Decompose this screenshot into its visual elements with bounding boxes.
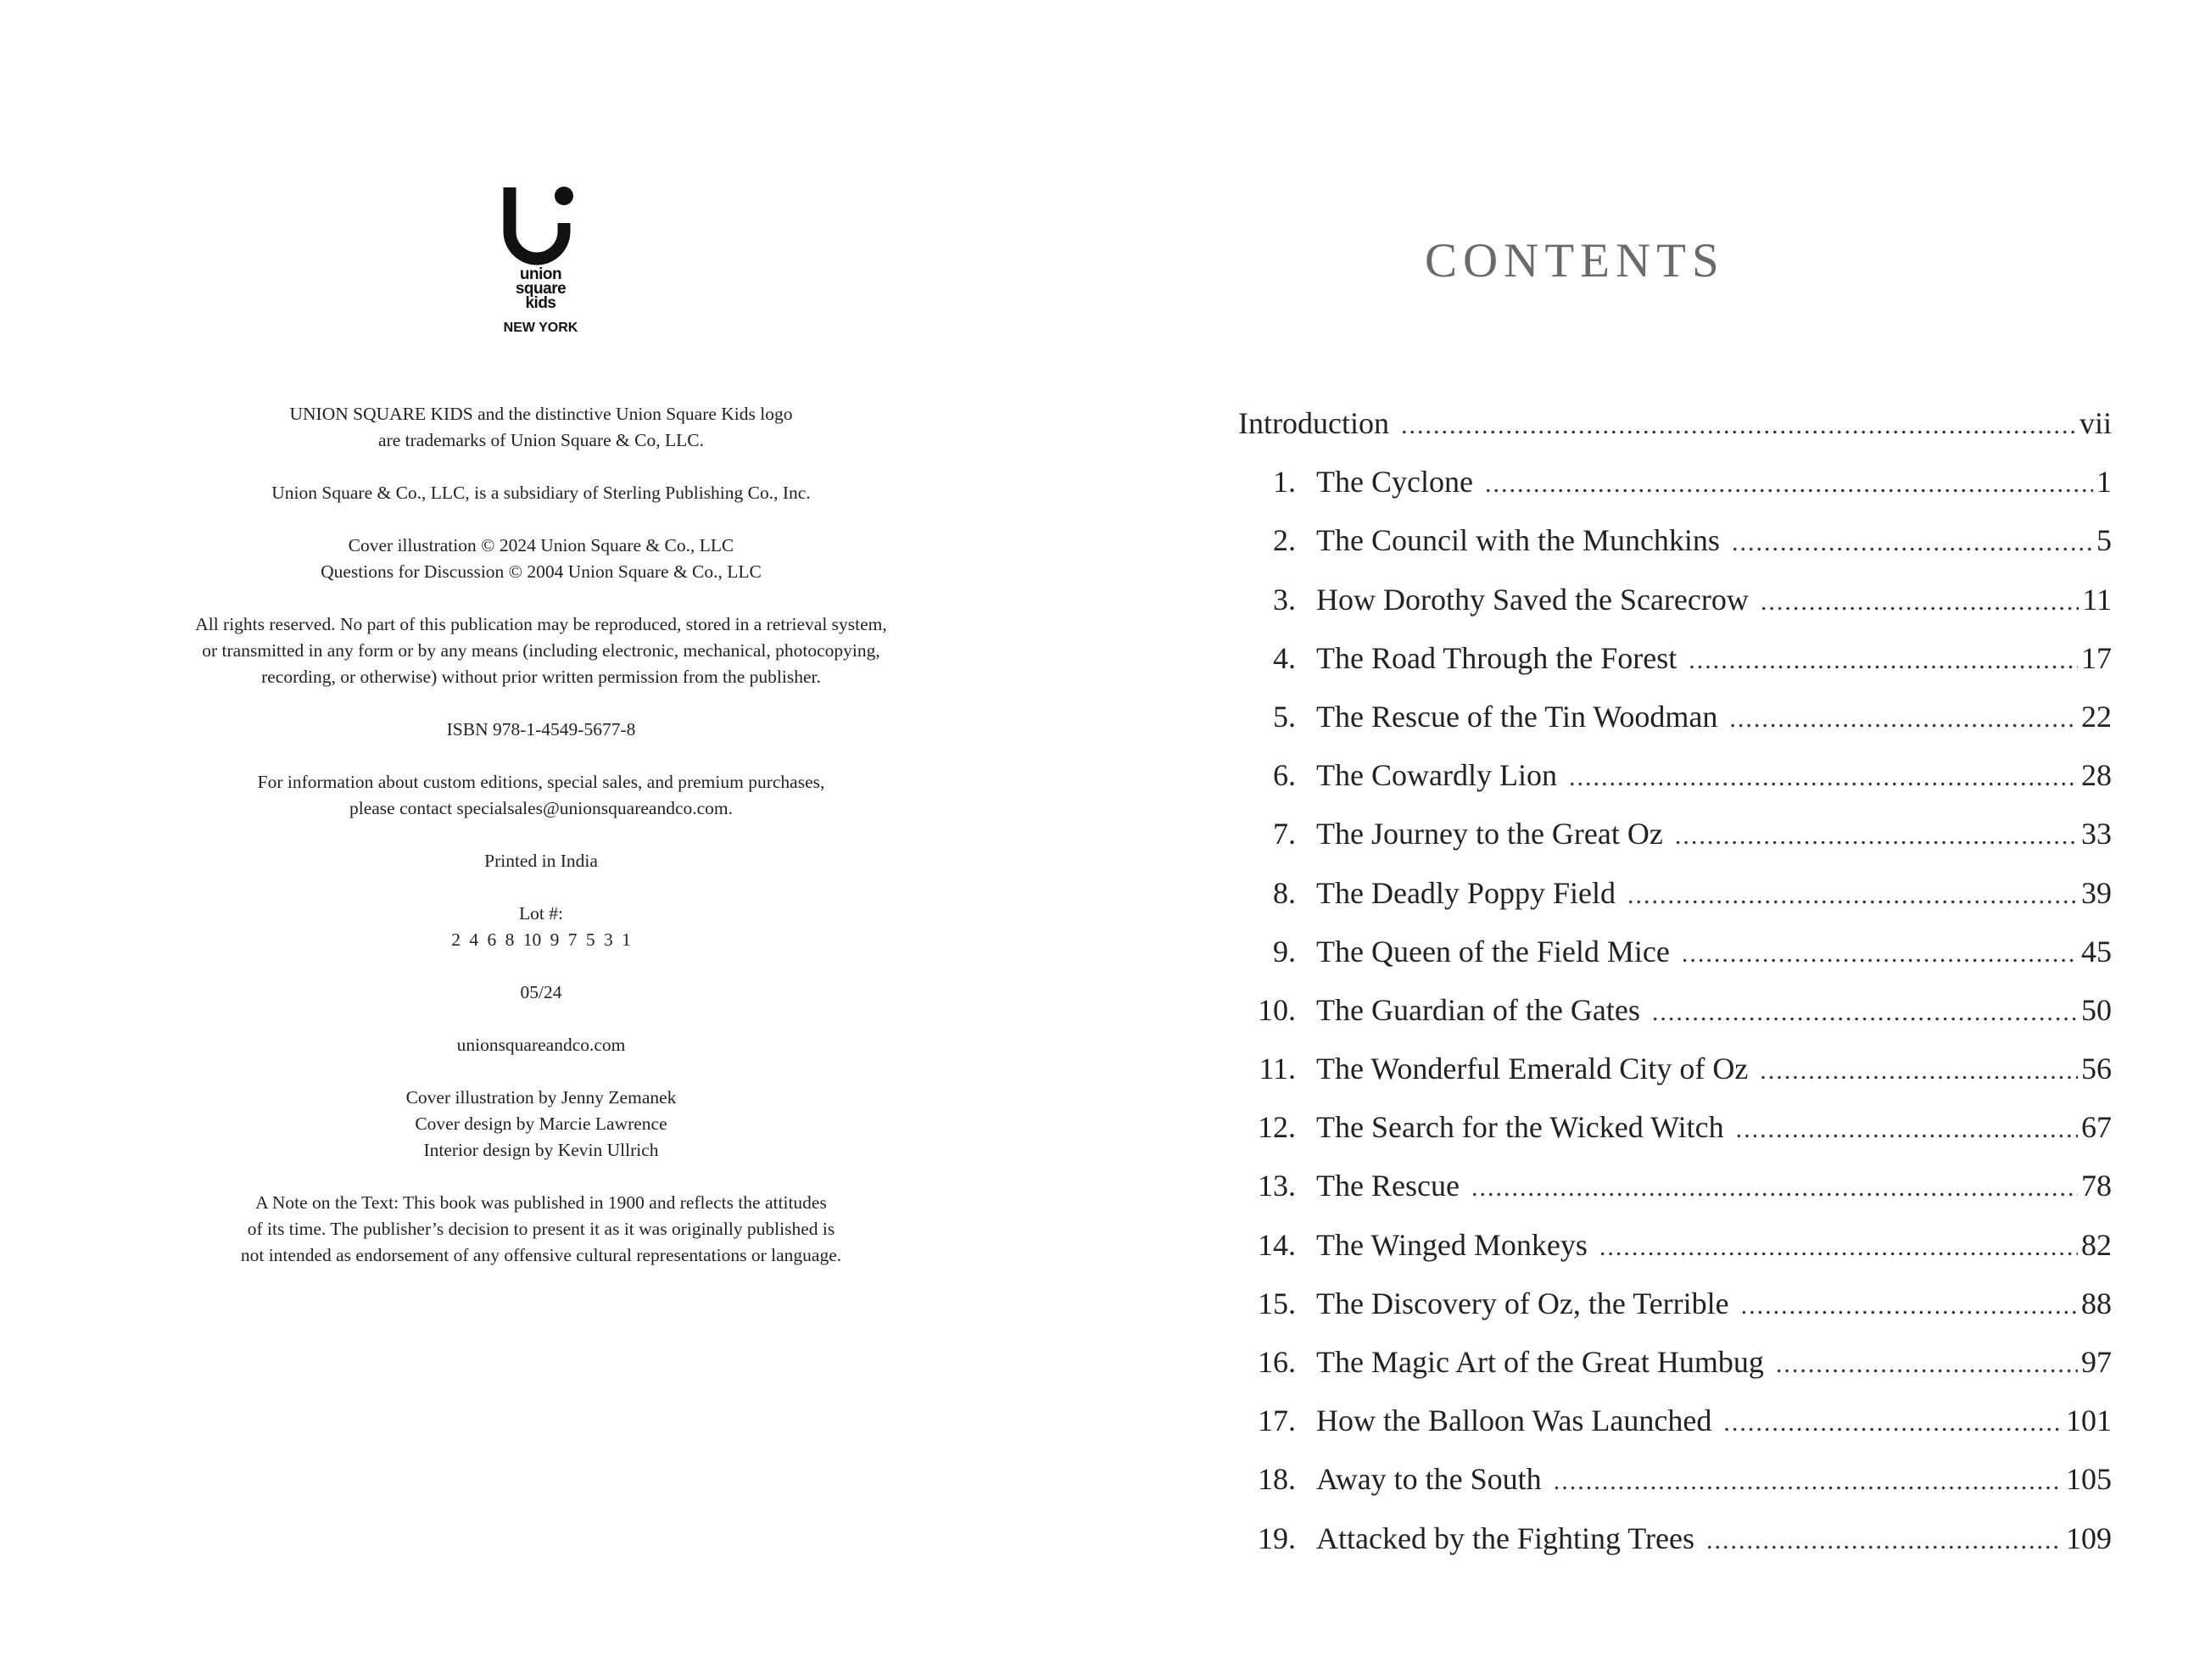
toc-dot-leader — [1599, 1233, 2078, 1262]
toc-dot-leader — [1761, 588, 2079, 617]
toc-entry-title: The Discovery of Oz, the Terrible — [1316, 1286, 1729, 1320]
toc-entry-number: 12. — [1258, 1110, 1296, 1145]
copyright-line: All rights reserved. No part of this publication may be reproduced, stored in a retrieval system, — [195, 614, 887, 634]
toc-entry — [1238, 405, 2112, 464]
toc-entry — [1238, 757, 2112, 816]
logo-word: union — [519, 265, 562, 283]
copyright-line: UNION SQUARE KIDS and the distinctive Union Square Kids logo — [289, 404, 793, 424]
toc-entry-number: 18. — [1258, 1462, 1296, 1497]
toc-entry-number: 6. — [1273, 758, 1296, 793]
toc-entry-title: How Dorothy Saved the Scarecrow — [1316, 582, 1749, 617]
toc-entry-number: 9. — [1273, 934, 1296, 968]
union-square-kids-u-logo-icon — [503, 182, 579, 267]
toc-dot-leader — [1760, 1057, 2078, 1086]
toc-dot-leader — [1689, 646, 2078, 675]
toc-entry — [1238, 522, 2112, 581]
copyright-line: For information about custom editions, special sales, and premium purchases, — [257, 772, 825, 792]
copyright-line: Cover design by Marcie Lawrence — [415, 1113, 667, 1134]
toc-entry-page: 11 — [2082, 582, 2112, 617]
toc-entry-title: The Rescue of the Tin Woodman — [1316, 699, 1718, 734]
toc-entry-page: 97 — [2081, 1345, 2112, 1379]
copyright-line: recording, or otherwise) without prior written permission from the publisher. — [261, 667, 821, 687]
copyright-line: Interior design by Kevin Ullrich — [423, 1140, 659, 1160]
copyright-paragraph — [119, 980, 963, 1006]
copyright-line: Cover illustration © 2024 Union Square & Co., LLC — [348, 535, 734, 555]
toc-entry — [1238, 1051, 2112, 1109]
toc-entry — [1238, 464, 2112, 522]
toc-entry-number: 11. — [1259, 1052, 1296, 1086]
toc-entry-title: Attacked by the Fighting Trees — [1316, 1521, 1694, 1555]
toc-dot-leader — [1736, 1115, 2078, 1144]
toc-entry-title: Introduction — [1238, 406, 1389, 440]
toc-entry-page: 67 — [2081, 1110, 2112, 1145]
toc-entry-page: 50 — [2081, 992, 2112, 1027]
toc-entry-number: 17. — [1258, 1404, 1296, 1438]
toc-entry-number: 1. — [1273, 465, 1296, 500]
copyright-line: A Note on the Text: This book was published in 1900 and reflects the attitudes — [255, 1192, 827, 1213]
toc-entry — [1238, 875, 2112, 934]
toc-entry-page: vii — [2079, 406, 2112, 440]
toc-entry-number: 2. — [1273, 523, 1296, 558]
toc-entry-title: The Wonderful Emerald City of Oz — [1316, 1052, 1749, 1086]
toc-entry-title: The Guardian of the Gates — [1316, 992, 1640, 1027]
toc-entry-page: 33 — [2081, 817, 2112, 851]
publisher-logo — [458, 182, 623, 336]
copyright-line: are trademarks of Union Square & Co, LLC. — [378, 430, 704, 450]
toc-entry-title: The Cowardly Lion — [1316, 758, 1557, 793]
toc-entry-page: 5 — [2096, 523, 2112, 558]
toc-entry — [1238, 816, 2112, 874]
toc-entry-page: 17 — [2081, 640, 2112, 675]
toc-entry-number: 4. — [1273, 640, 1296, 675]
toc-entry — [1238, 582, 2112, 640]
toc-entry-page: 78 — [2081, 1169, 2112, 1203]
toc-entry — [1238, 1461, 2112, 1520]
toc-entry-title: The Journey to the Great Oz — [1316, 817, 1663, 851]
copyright-paragraph — [119, 533, 963, 585]
toc-dot-leader — [1682, 940, 2078, 968]
toc-dot-leader — [1723, 1409, 2063, 1437]
copyright-paragraph — [119, 480, 963, 506]
copyright-page — [0, 0, 1102, 1680]
copyright-text-block — [119, 401, 963, 1295]
logo-city: NEW YORK — [503, 321, 578, 335]
toc-entry-number: 19. — [1258, 1521, 1296, 1555]
toc-entry-title: The Queen of the Field Mice — [1316, 934, 1670, 968]
toc-dot-leader — [1485, 470, 2093, 499]
copyright-line: Union Square & Co., LLC, is a subsidiary of Sterling Publishing Co., Inc. — [271, 483, 811, 503]
toc-entry-number: 3. — [1273, 582, 1296, 617]
toc-entry-number: 8. — [1273, 875, 1296, 910]
toc-dot-leader — [1729, 705, 2078, 734]
toc-dot-leader — [1741, 1292, 2078, 1320]
copyright-line: Cover illustration by Jenny Zemanek — [405, 1087, 677, 1108]
toc-entry — [1238, 934, 2112, 992]
toc-dot-leader — [1706, 1527, 2063, 1555]
contents-page — [1102, 0, 2205, 1680]
toc-entry-page: 82 — [2081, 1227, 2112, 1262]
toc-entry — [1238, 1168, 2112, 1226]
toc-entry-title: The Winged Monkeys — [1316, 1227, 1588, 1262]
toc-entry-number: 15. — [1258, 1286, 1296, 1320]
toc-entry-title: The Deadly Poppy Field — [1316, 875, 1616, 910]
toc-entry — [1238, 1286, 2112, 1344]
toc-entry-title: The Magic Art of the Great Humbug — [1316, 1345, 1764, 1379]
toc-entry-page: 28 — [2081, 758, 2112, 793]
toc-entry — [1238, 1227, 2112, 1286]
table-of-contents — [1238, 405, 2112, 1579]
copyright-line: please contact specialsales@unionsquareandco.com. — [349, 798, 733, 818]
copyright-paragraph — [119, 901, 963, 953]
toc-entry-number: 5. — [1273, 699, 1296, 734]
toc-entry-title: The Council with the Munchkins — [1316, 523, 1720, 558]
toc-entry-number: 10. — [1258, 992, 1296, 1027]
toc-entry-number: 7. — [1273, 817, 1296, 851]
toc-entry-page: 105 — [2066, 1462, 2112, 1497]
toc-entry-title: The Search for the Wicked Witch — [1316, 1110, 1724, 1145]
copyright-paragraph — [119, 717, 963, 743]
toc-entry-page: 101 — [2066, 1404, 2112, 1438]
toc-entry-number: 16. — [1258, 1345, 1296, 1379]
toc-entry-title: The Road Through the Forest — [1316, 640, 1677, 675]
toc-entry-page: 39 — [2081, 875, 2112, 910]
toc-entry-page: 45 — [2081, 934, 2112, 968]
logo-word: kids — [525, 294, 556, 312]
copyright-paragraph — [119, 848, 963, 874]
copyright-line: Printed in India — [484, 851, 598, 871]
toc-entry — [1238, 640, 2112, 699]
copyright-paragraph — [119, 611, 963, 690]
toc-entry — [1238, 1521, 2112, 1579]
toc-entry-number: 14. — [1258, 1227, 1296, 1262]
toc-entry — [1238, 699, 2112, 757]
toc-entry-title: Away to the South — [1316, 1462, 1542, 1497]
toc-entry-title: How the Balloon Was Launched — [1316, 1404, 1712, 1438]
toc-dot-leader — [1627, 881, 2078, 910]
toc-entry — [1238, 992, 2112, 1051]
copyright-paragraph — [119, 1190, 963, 1269]
copyright-line: 2 4 6 8 10 9 7 5 3 1 — [451, 929, 631, 950]
copyright-line: ISBN 978-1-4549-5677-8 — [446, 719, 636, 740]
copyright-line: 05/24 — [520, 982, 562, 1002]
copyright-line: Questions for Discussion © 2004 Union Square & Co., LLC — [321, 561, 762, 582]
toc-dot-leader — [1776, 1350, 2078, 1379]
toc-dot-leader — [1732, 528, 2093, 557]
copyright-paragraph — [119, 1085, 963, 1164]
toc-entry — [1238, 1109, 2112, 1168]
copyright-paragraph — [119, 1032, 963, 1058]
toc-entry-page: 1 — [2096, 465, 2112, 500]
toc-entry-page: 56 — [2081, 1052, 2112, 1086]
toc-dot-leader — [1652, 998, 2078, 1027]
toc-entry — [1238, 1344, 2112, 1403]
toc-entry-title: The Cyclone — [1316, 465, 1473, 500]
toc-dot-leader — [1554, 1467, 2063, 1496]
copyright-paragraph — [119, 401, 963, 454]
copyright-line: or transmitted in any form or by any means (including electronic, mechanical, photocopying, — [202, 640, 880, 661]
toc-entry-page: 22 — [2081, 699, 2112, 734]
toc-dot-leader — [1569, 763, 2078, 792]
toc-dot-leader — [1471, 1174, 2078, 1203]
copyright-paragraph — [119, 769, 963, 822]
toc-entry-number: 13. — [1258, 1169, 1296, 1203]
copyright-line: Lot #: — [519, 903, 563, 924]
toc-entry-page: 88 — [2081, 1286, 2112, 1320]
copyright-line: unionsquareandco.com — [456, 1035, 626, 1055]
toc-entry-page: 109 — [2066, 1521, 2112, 1555]
toc-entry — [1238, 1403, 2112, 1461]
logo-word: square — [515, 280, 567, 298]
toc-dot-leader — [1675, 822, 2078, 851]
toc-entry-title: The Rescue — [1316, 1169, 1460, 1203]
copyright-line: of its time. The publisher’s decision to present it as it was originally published is — [247, 1219, 835, 1239]
toc-dot-leader — [1401, 411, 2076, 440]
contents-heading: CONTENTS — [1425, 234, 1725, 287]
copyright-line: not intended as endorsement of any offensive cultural representations or language. — [240, 1245, 842, 1265]
